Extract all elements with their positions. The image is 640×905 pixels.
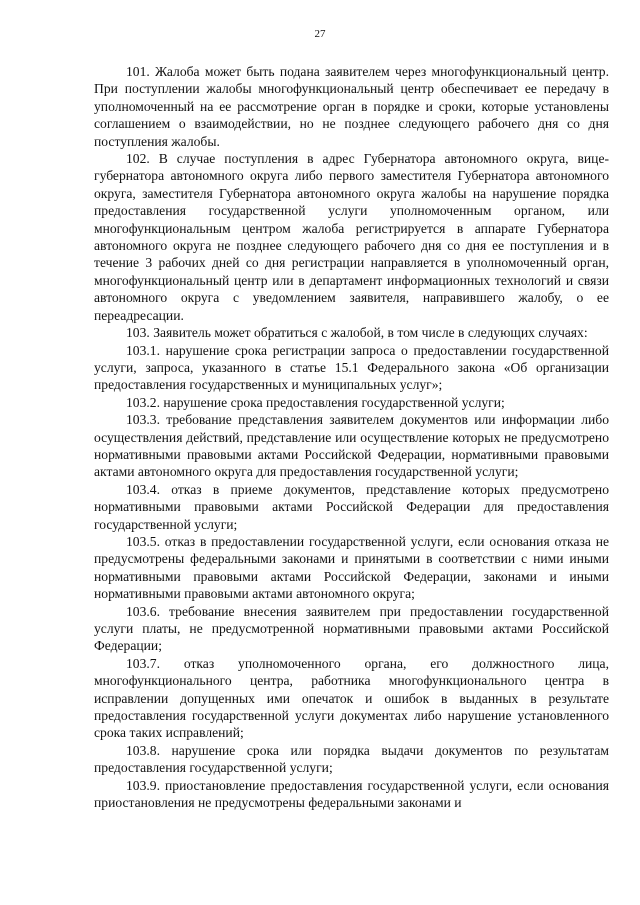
paragraph-103-1: 103.1. нарушение срока регистрации запроса о предоставлении государственной услуги, запроса, указанного в статье 15.1 Федерального закона «Об организации предоставления государственных и муниципальных услуг»;: [94, 342, 609, 393]
paragraph-103-8: 103.8. нарушение срока или порядка выдачи документов по результатам предоставления государственной услуги;: [94, 742, 609, 776]
page-number: 27: [314, 28, 326, 40]
paragraph-103-9: 103.9. приостановление предоставления государственной услуги, если основания приостановления не предусмотрены федеральными законами и: [94, 777, 609, 811]
paragraph-101: 101. Жалоба может быть подана заявителем через многофункциональный центр. При поступлении жалобы многофункциональный центр обеспечивает ее передачу в уполномоченный на ее рассмотрение орган в порядке и сроки, которые установлены соглашением о взаимодействии, но не позднее следующего рабочего дня со дня поступления жалобы.: [94, 64, 609, 149]
paragraph-103-3: 103.3. требование представления заявителем документов или информации либо осуществления действий, представление или осуществление которых не предусмотрено нормативными правовыми актами Российской Федерации, нормативными правовыми актами автономного округа для предоставления государственной услуги;: [94, 412, 609, 480]
document-body: [94, 63, 609, 811]
paragraph-103-7: 103.7. отказ уполномоченного органа, его должностного лица, многофункционального центра, работника многофункционального центра в исправлении допущенных ими опечаток и ошибок в выданных в результате предоставления государственной услуги документах либо нарушение установленного срока таких исправлений;: [94, 655, 609, 741]
paragraph-103-4: 103.4. отказ в приеме документов, представление которых предусмотрено нормативными правовыми актами Российской Федерации для предоставления государственной услуги;: [94, 481, 609, 532]
paragraph-102: 102. В случае поступления в адрес Губернатора автономного округа, вице-губернатора автономного округа либо первого заместителя Губернатора автономного округа, заместителя Губернатора автономного округа жалобы на нарушение порядка предоставления государственной услуги уполномоченным органом, или многофункциональным центром жалоба регистрируется в аппарате Губернатора автономного округа не позднее следующего рабочего дня со дня ее поступления и в течение 3 рабочих дней со дня регистрации направляется в уполномоченный орган, многофункциональный центр или в департамент информационных технологий и связи автономного округа с уведомлением заявителя, направившего жалобу, о ее переадресации.: [94, 151, 609, 323]
paragraph-103-2: 103.2. нарушение срока предоставления государственной услуги;: [126, 394, 505, 410]
paragraph-103: 103. Заявитель может обратиться с жалобой, в том числе в следующих случаях:: [126, 325, 588, 341]
paragraph-103-5: 103.5. отказ в предоставлении государственной услуги, если основания отказа не предусмотрены федеральными законами и принятыми в соответствии с ними иными нормативными правовыми актами Российской Федерации, законами и иными нормативными правовыми актами автономного округа;: [94, 533, 609, 602]
paragraph-103-6: 103.6. требование внесения заявителем при предоставлении государственной услуги платы, не предусмотренной нормативными правовыми актами Российской Федерации;: [94, 603, 609, 654]
